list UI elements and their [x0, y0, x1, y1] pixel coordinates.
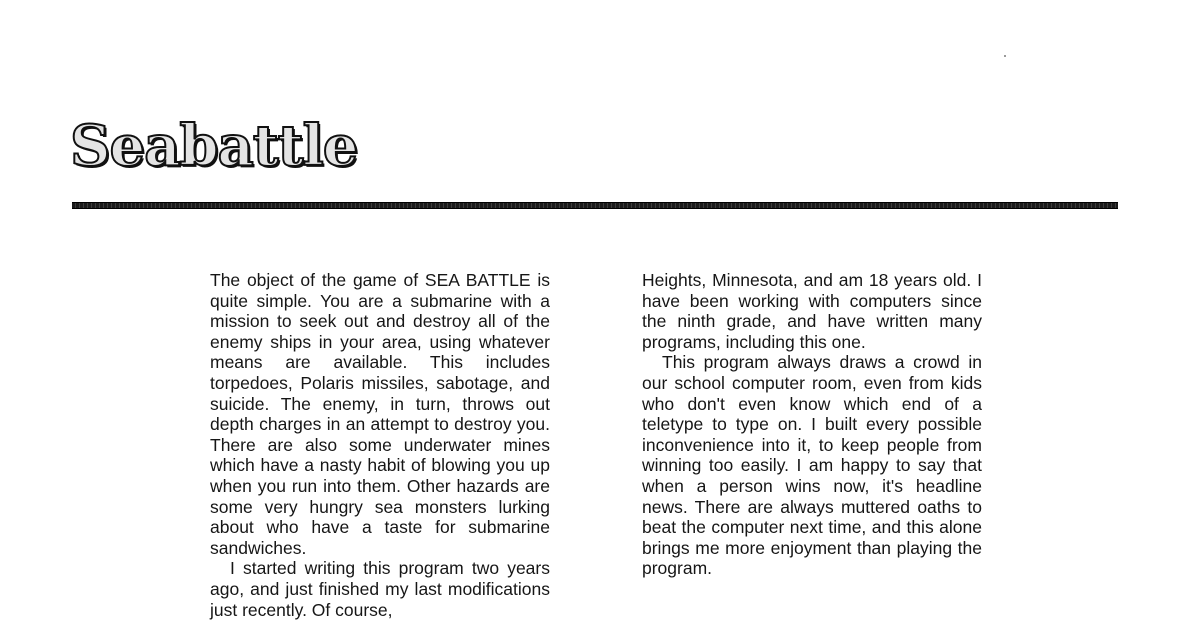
left-paragraph-1: The object of the game of SEA BATTLE is quite simple. You are a submarine with a mission to seek out and destroy all of the enemy ships in your area, using whatever means are available. This includes torpedoes, Polaris missiles, sabotage, and suicide. The enemy, in turn, throws out depth charges in an attempt to destroy you. There are also some underwater mines which have a nasty habit of blowing you up when you run into them. Other hazards are some very hungry sea monsters lurking about who have a taste for submarine sandwiches. [210, 270, 550, 558]
article-title: Seabattle [70, 113, 358, 179]
scan-speck [1004, 55, 1006, 57]
left-paragraph-2: I started writing this program two years ago, and just finished my last modifications just recently. Of course, [210, 558, 550, 620]
right-paragraph-2: This program always draws a crowd in our school computer room, even from kids who don't even know which end of a teletype to type on. I built every possible inconvenience into it, to keep people from winning too easily. I am happy to say that when a person wins now, it's headline news. There are always muttered oaths to beat the computer next time, and this alone brings me more enjoyment than playing the program. [642, 352, 982, 579]
left-column [210, 270, 550, 620]
title-rule [72, 202, 1118, 209]
right-column [642, 270, 982, 579]
right-paragraph-1: Heights, Minnesota, and am 18 years old. I have been working with computers since the ninth grade, and have written many programs, including this one. [642, 270, 982, 352]
